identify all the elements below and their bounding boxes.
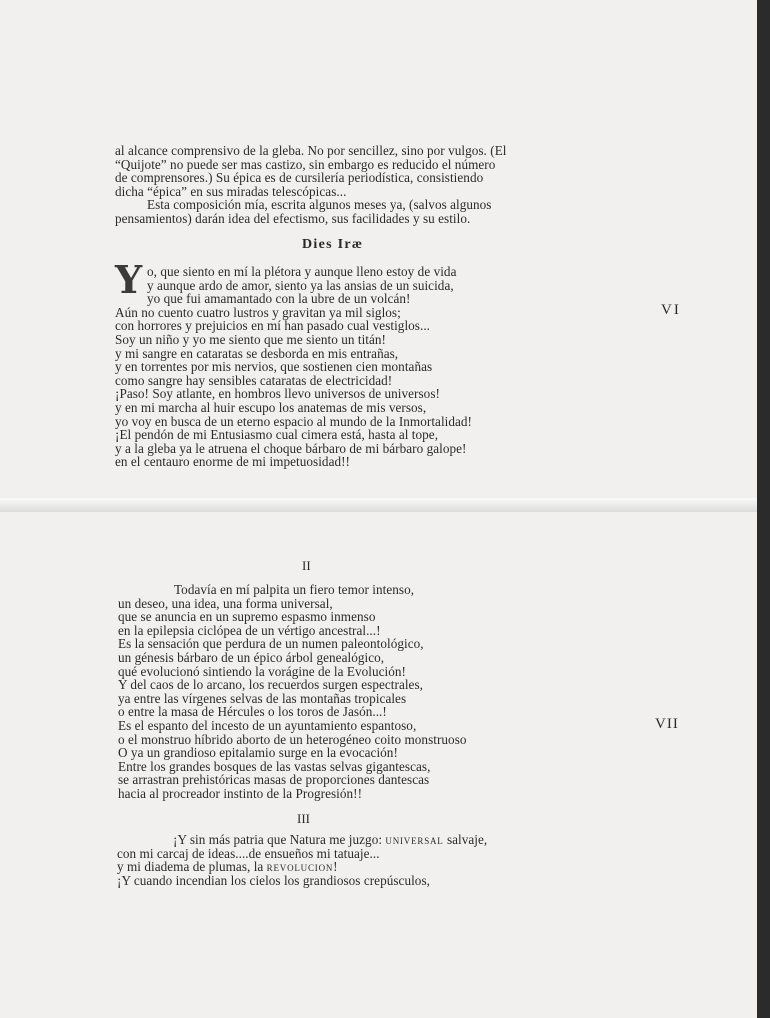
poem-line: con mi carcaj de ideas....de ensueños mi tatuaje... xyxy=(117,845,380,861)
poem-line: Es la sensación que perdura de un numen paleontológico, xyxy=(118,636,424,652)
poem-line: Entre los grandes bosques de las vastas selvas gigantescas, xyxy=(118,758,431,774)
prose-line: “Quijote” no puede ser mas castizo, sin embargo es reducido el número xyxy=(115,156,496,172)
poem-line: Aún no cuento cuatro lustros y gravitan ya mil siglos; xyxy=(115,304,401,320)
poem-line: o el monstruo híbrido aborto de un heterogéneo coito monstruoso xyxy=(118,731,467,747)
prose-line: al alcance comprensivo de la gleba. No por sencillez, sino por vulgos. (El xyxy=(115,143,507,158)
poem-line: O ya un grandioso epitalamio surge en la evocación! xyxy=(118,745,398,761)
poem-line: que se anuncia en un supremo espasmo inmenso xyxy=(118,609,376,625)
poem-text: salvaje, xyxy=(443,832,488,847)
poem-line: y en torrentes por mis nervios, que sostienen cien montañas xyxy=(115,359,433,375)
small-caps-word: universal xyxy=(385,832,444,847)
poem-line: se arrastran prehistóricas masas de proporciones dantescas xyxy=(118,772,430,788)
poem-stanza-2 xyxy=(118,583,467,801)
prose-line: pensamientos) darán idea del efectismo, sus facilidades y su estilo. xyxy=(115,210,471,226)
poem-line: o entre la masa de Hércules o los toros de Jasón...! xyxy=(118,704,387,720)
poem-title: Dies Iræ xyxy=(302,237,364,252)
poem-stanza-3 xyxy=(117,833,487,887)
poem-stanza-1 xyxy=(115,265,472,469)
poem-line: Soy un niño y yo me siento que me siento un titán! xyxy=(115,331,386,347)
poem-line: un génesis bárbaro de un épico árbol genealógico, xyxy=(118,649,385,665)
poem-line: y aunque ardo de amor, siento ya las ansias de un suicida, xyxy=(147,277,454,293)
poem-line: Es el espanto del incesto de un ayuntamiento espantoso, xyxy=(118,717,417,733)
poem-line: en el centauro enorme de mi impetuosidad!! xyxy=(115,454,350,470)
poem-line: como sangre hay sensibles cataratas de electricidad! xyxy=(115,372,393,388)
poem-line: yo voy en busca de un eterno espacio al mundo de la Inmortalidad! xyxy=(115,413,473,429)
poem-line: qué evolucionó sintiendo la vorágine de la Evolución! xyxy=(118,663,406,679)
prose-paragraph xyxy=(115,144,605,226)
poem-line: ya entre las vírgenes selvas de las montañas tropicales xyxy=(118,690,407,706)
poem-text: ! xyxy=(333,859,338,875)
poem-text: ¡Y sin más patria que Natura me juzgo: xyxy=(173,832,386,847)
page-fold xyxy=(0,498,770,512)
poem-text: y mi diadema de plumas, la xyxy=(117,859,267,875)
poem-line: Y del caos de lo arcano, los recuerdos surgen espectrales, xyxy=(118,677,423,693)
poem-line: yo que fui amamantado con la ubre de un volcán! xyxy=(147,291,411,307)
margin-number-bottom: VII xyxy=(655,716,679,732)
section-number-iii: III xyxy=(297,811,310,826)
section-number-ii: II xyxy=(302,558,311,573)
scan-edge xyxy=(757,0,770,1018)
poem-line: un deseo, una idea, una forma universal, xyxy=(118,595,333,611)
prose-line: de comprensores.) Su épica es de cursilería periodística, consistiendo xyxy=(115,170,484,186)
margin-number-top: VI xyxy=(661,302,681,318)
poem-line: ¡El pendón de mi Entusiasmo cual cimera está, hasta al tope, xyxy=(115,427,439,443)
small-caps-word: revolucion xyxy=(266,859,334,875)
prose-line: Esta composición mía, escrita algunos meses ya, (salvos algunos xyxy=(147,197,492,213)
drop-cap: Y xyxy=(115,257,143,302)
poem-line: y en mi marcha al huir escupo los anatemas de mis versos, xyxy=(115,399,427,415)
poem-line: en la epilepsia ciclópea de un vértigo ancestral...! xyxy=(118,622,381,638)
poem-line: hacia al procreador instinto de la Progresión!! xyxy=(118,785,363,801)
poem-line: y a la gleba ya le atruena el choque bárbaro de mi bárbaro galope! xyxy=(115,440,467,456)
poem-line: con horrores y prejuicios en mí han pasado cual vestiglos... xyxy=(115,318,431,334)
poem-line: o, que siento en mí la plétora y aunque lleno estoy de vida xyxy=(147,264,457,279)
poem-line: ¡Paso! Soy atlante, en hombros llevo universos de universos! xyxy=(115,386,440,402)
poem-line: y mi sangre en cataratas se desborda en mis entrañas, xyxy=(115,345,399,361)
poem-line xyxy=(117,860,487,874)
prose-line: dicha “épica” en sus miradas telescópicas... xyxy=(115,183,347,199)
poem-line xyxy=(117,833,487,847)
poem-line: ¡Y cuando incendian los cielos los grandiosos crepúsculos, xyxy=(117,872,430,888)
poem-line: Todavía en mí palpita un fiero temor intenso, xyxy=(174,582,415,597)
